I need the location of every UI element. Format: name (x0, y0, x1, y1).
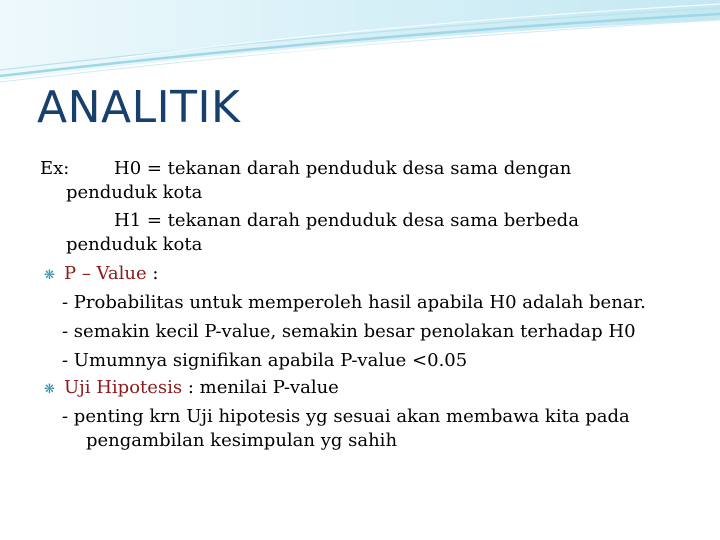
uji-item-line-1: - penting krn Uji hipotesis yg sesuai akan membawa kita pada (62, 406, 630, 427)
ex-label: Ex: (40, 158, 70, 179)
pvalue-item-2: - semakin kecil P-value, semakin besar penolakan terhadap H0 (62, 321, 636, 342)
pvalue-item-3: - Umumnya signifikan apabila P-value <0.05 (62, 350, 468, 371)
pvalue-suffix: : (146, 263, 159, 284)
h1-line-1: H1 = tekanan darah penduduk desa sama berbeda (114, 210, 579, 231)
bullet-icon: ❋ (44, 268, 55, 283)
h0-line-2: penduduk kota (66, 182, 203, 203)
uji-bullet-line (44, 377, 339, 401)
pvalue-keyword: P – Value (64, 263, 147, 284)
uji-keyword: Uji Hipotesis (64, 377, 183, 398)
bullet-icon: ❋ (44, 382, 55, 397)
uji-suffix: : menilai P-value (182, 377, 339, 398)
slide-title: ANALITIK (37, 82, 241, 133)
uji-item-line-2: pengambilan kesimpulan yg sahih (86, 430, 398, 451)
pvalue-item-1: - Probabilitas untuk memperoleh hasil apabila H0 adalah benar. (62, 292, 646, 313)
pvalue-bullet-line (44, 263, 158, 287)
h1-line-2: penduduk kota (66, 234, 203, 255)
h0-line-1: H0 = tekanan darah penduduk desa sama dengan (114, 158, 572, 179)
